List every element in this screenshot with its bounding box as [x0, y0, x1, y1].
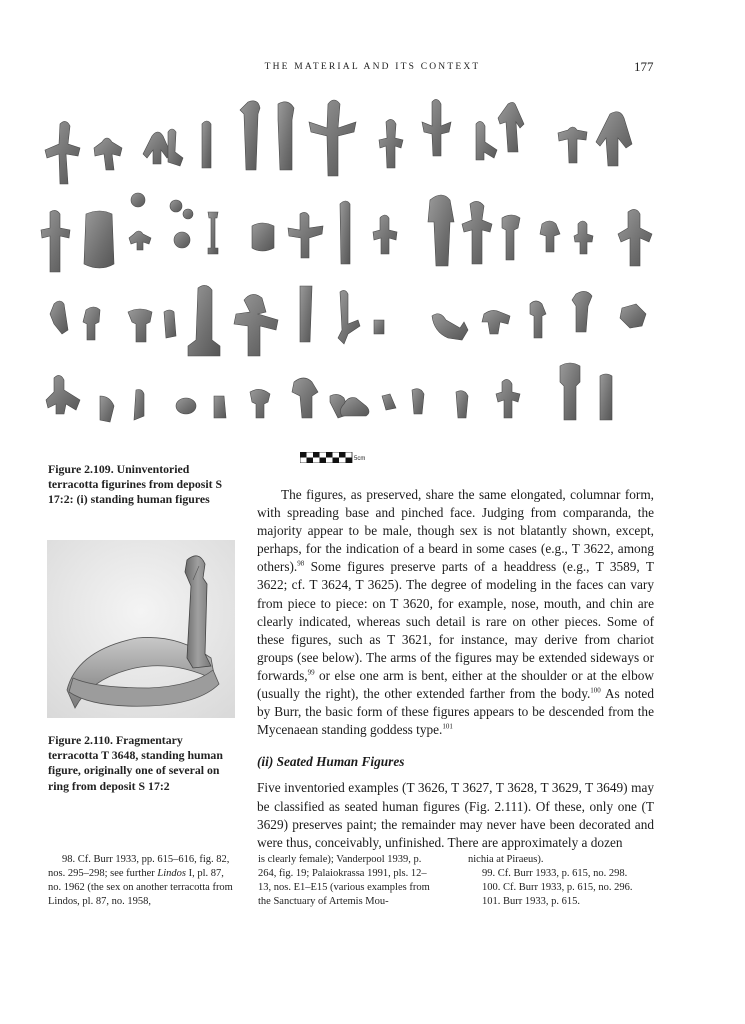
- text-segment: or else one arm is bent, either at the shoulder or at the elbow (usually the right), the other extended farther from the body.: [257, 667, 654, 702]
- figure-2-110-caption: Figure 2.110. Fragmentary terracotta T 3648, standing human figure, originally one of several on ring from deposit S 17:2: [48, 733, 223, 793]
- footnote-99: 99. Cf. Burr 1933, p. 615, no. 298.: [482, 868, 628, 879]
- body-text: [257, 486, 654, 852]
- footnote-98: [48, 853, 238, 909]
- footnotes-column-2: [258, 853, 436, 909]
- footnote-100: 100. Cf. Burr 1933, p. 615, no. 296.: [482, 882, 633, 893]
- footnote-ref-98[interactable]: 98: [297, 559, 305, 568]
- footnotes-column-3: [468, 853, 658, 909]
- scale-bar-label: 5cm: [354, 456, 366, 462]
- text-segment: As noted by Burr, the basic form of these figures appears to be descended from the Mycenaean standing goddess type.: [257, 686, 654, 738]
- footnote-ref-101[interactable]: 101: [442, 722, 453, 731]
- footnote-ref-100[interactable]: 100: [590, 686, 601, 695]
- text-segment: The figures, as preserved, share the same elongated, columnar form, with spreading base and pinched face. Judging from comparanda, the majority appear to be male, though sex is not blatantly shown, except, perhaps, for the indication of a beard in some cases (e.g., T 3622, among others).: [257, 487, 654, 575]
- footnote-101: 101. Burr 1933, p. 615.: [482, 896, 580, 907]
- footnotes-column-1: [48, 853, 238, 909]
- footnote-text: 98. Cf. Burr 1933, pp. 615–616, fig. 82, nos. 295–298; see further: [48, 854, 230, 879]
- paragraph-figures-description: [257, 486, 654, 739]
- footnote-98-continued: is clearly female); Vanderpool 1939, p. 264, fig. 19; Palaiokrassa 1991, pls. 12–13, nos. E1–E15 (various examples from the Sanctuary of Artemis Mou-: [258, 854, 430, 907]
- page-number: 177: [634, 59, 654, 74]
- paragraph-seated-figures: Five inventoried examples (T 3626, T 3627, T 3628, T 3629, T 3649) may be classified as seated human figures (Fig. 2.111). Of these, only one (T 3629) preserves paint; the remainder may never have been decorated and were thus, conceivably, unfinished. There are approximately a dozen: [257, 780, 654, 850]
- figurines-plate-image: [40, 94, 670, 424]
- scale-bar: [300, 452, 372, 463]
- footnote-98-end: nichia at Piraeus).: [468, 854, 544, 865]
- text-segment: Some figures preserve parts of a headdress (e.g., T 3589, T 3622; cf. T 3624, T 3625). The degree of modeling in the faces can vary from piece to piece: on T 3620, for example, nose, mouth, and chin are clearly indicated, whereas such detail is rare on other pieces. Some of these figures, such as T 3621, for instance, may derive from chariot groups (see below). The arms of the figures may be extended sideways or forwards,: [257, 559, 654, 683]
- running-head: THE MATERIAL AND ITS CONTEXT: [264, 62, 481, 72]
- footnote-text: I, pl. 87, no. 1962 (the sex on another terracotta from Lindos, pl. 87, no. 1958,: [48, 868, 233, 907]
- figurines-photo: [40, 94, 670, 424]
- figure-2-109-caption: Figure 2.109. Uninventoried terracotta figurines from deposit S 17:2: (i) standing human figures: [48, 462, 223, 507]
- section-heading-seated-figures: (ii) Seated Human Figures: [257, 754, 405, 770]
- footnote-italic-title: Lindos: [157, 868, 186, 879]
- footnote-ref-99[interactable]: 99: [307, 668, 315, 677]
- fragmentary-terracotta-photo: [47, 540, 235, 718]
